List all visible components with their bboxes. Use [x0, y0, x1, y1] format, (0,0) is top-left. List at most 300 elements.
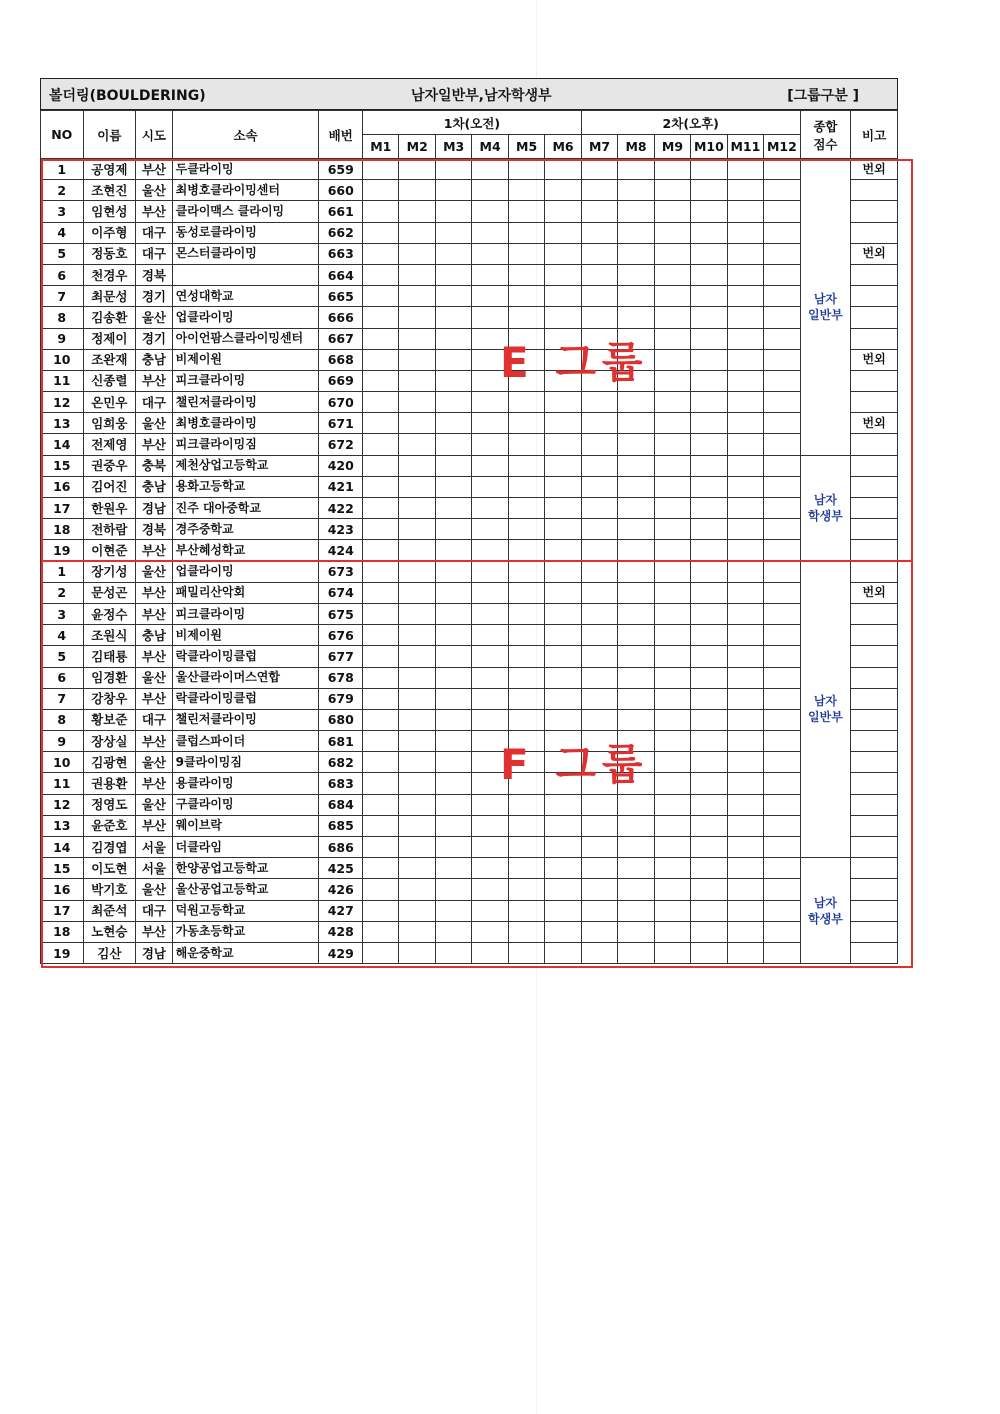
- cell-region: 대구: [136, 709, 172, 730]
- cell-affiliation: 업클라이밍: [172, 307, 319, 328]
- col-move-6: M6: [545, 135, 582, 159]
- cell-score-m6: [545, 794, 582, 815]
- cell-score-m1: [363, 434, 399, 455]
- cell-score-m9: [654, 286, 690, 307]
- cell-score-m10: [691, 498, 727, 519]
- cell-score-m5: [508, 900, 544, 921]
- cell-score-m9: [654, 858, 690, 879]
- cell-score-m8: [618, 413, 654, 434]
- cell-score-m1: [363, 794, 399, 815]
- cell-score-m6: [545, 646, 582, 667]
- cell-region: 경북: [136, 264, 172, 285]
- cell-score-m6: [545, 625, 582, 646]
- cell-score-m2: [399, 667, 435, 688]
- cell-score-m12: [764, 879, 801, 900]
- cell-score-m6: [545, 434, 582, 455]
- table-row: [41, 180, 898, 201]
- cell-score-m10: [691, 582, 727, 603]
- cell-score-m3: [435, 201, 471, 222]
- cell-name: 이현준: [83, 540, 136, 561]
- cell-score-m3: [435, 646, 471, 667]
- cell-affiliation: 구클라이밍: [172, 794, 319, 815]
- cell-region: 대구: [136, 900, 172, 921]
- cell-remark: [851, 921, 898, 942]
- cell-score-m12: [764, 264, 801, 285]
- cell-bib: 686: [319, 837, 363, 858]
- cell-bib: 685: [319, 815, 363, 836]
- table-row: [41, 794, 898, 815]
- cell-score-m7: [581, 709, 617, 730]
- cell-score-m10: [691, 709, 727, 730]
- cell-affiliation: 비제이원: [172, 349, 319, 370]
- cell-score-m8: [618, 603, 654, 624]
- cell-score-m7: [581, 879, 617, 900]
- cell-score-m2: [399, 370, 435, 391]
- cell-score-m11: [727, 731, 763, 752]
- cell-score-m10: [691, 900, 727, 921]
- table-row: [41, 222, 898, 243]
- table-row: [41, 603, 898, 624]
- cell-score-m8: [618, 540, 654, 561]
- cell-score-m2: [399, 921, 435, 942]
- cell-score-m10: [691, 603, 727, 624]
- cell-score-m2: [399, 498, 435, 519]
- cell-score-m10: [691, 519, 727, 540]
- cell-score-m10: [691, 752, 727, 773]
- cell-score-m5: [508, 434, 544, 455]
- cell-score-m12: [764, 921, 801, 942]
- cell-score-m4: [472, 434, 508, 455]
- cell-score-m9: [654, 370, 690, 391]
- cell-score-m5: [508, 159, 544, 180]
- cell-score-m7: [581, 180, 617, 201]
- cell-score-m3: [435, 667, 471, 688]
- cell-name: 김산: [83, 942, 136, 963]
- cell-score-m4: [472, 159, 508, 180]
- cell-score-m9: [654, 243, 690, 264]
- table-row: [41, 243, 898, 264]
- cell-no: 14: [41, 837, 84, 858]
- cell-score-m12: [764, 837, 801, 858]
- cell-region: 부산: [136, 688, 172, 709]
- cell-region: 울산: [136, 794, 172, 815]
- cell-score-m3: [435, 837, 471, 858]
- cell-score-m2: [399, 455, 435, 476]
- cell-score-m11: [727, 688, 763, 709]
- cell-score-m8: [618, 921, 654, 942]
- cell-remark: [851, 858, 898, 879]
- cell-score-m9: [654, 201, 690, 222]
- cell-score-m7: [581, 540, 617, 561]
- cell-score-m3: [435, 688, 471, 709]
- cell-name: 김경엽: [83, 837, 136, 858]
- cell-score-m9: [654, 646, 690, 667]
- cell-score-m5: [508, 921, 544, 942]
- cell-remark: [851, 540, 898, 561]
- cell-score-m12: [764, 667, 801, 688]
- cell-score-m9: [654, 455, 690, 476]
- cell-score-m4: [472, 858, 508, 879]
- cell-name: 김어진: [83, 476, 136, 497]
- cell-score-m5: [508, 201, 544, 222]
- table-row: [41, 455, 898, 476]
- cell-affiliation: 몬스터클라이밍: [172, 243, 319, 264]
- cell-score-m5: [508, 476, 544, 497]
- cell-score-m2: [399, 476, 435, 497]
- cell-no: 2: [41, 582, 84, 603]
- cell-score-m3: [435, 307, 471, 328]
- table-row: [41, 328, 898, 349]
- cell-bib: 660: [319, 180, 363, 201]
- cell-score-m5: [508, 392, 544, 413]
- cell-no: 6: [41, 264, 84, 285]
- cell-score-m10: [691, 837, 727, 858]
- cell-score-m11: [727, 561, 763, 582]
- cell-remark: [851, 201, 898, 222]
- cell-affiliation: [172, 264, 319, 285]
- cell-region: 울산: [136, 667, 172, 688]
- cell-score-m8: [618, 815, 654, 836]
- cell-name: 황보준: [83, 709, 136, 730]
- cell-remark: [851, 519, 898, 540]
- table-row: [41, 582, 898, 603]
- cell-score-m12: [764, 455, 801, 476]
- table-row: [41, 561, 898, 582]
- cell-bib: 427: [319, 900, 363, 921]
- cell-score-m6: [545, 498, 582, 519]
- cell-score-m1: [363, 731, 399, 752]
- cell-score-m12: [764, 434, 801, 455]
- table-row: [41, 519, 898, 540]
- cell-score-m1: [363, 243, 399, 264]
- cell-score-m1: [363, 180, 399, 201]
- cell-score-m11: [727, 392, 763, 413]
- cell-score-m8: [618, 879, 654, 900]
- cell-affiliation: 클라이맥스 클라이밍: [172, 201, 319, 222]
- cell-remark: [851, 879, 898, 900]
- col-round2: 2차(오후): [581, 111, 800, 135]
- cell-no: 17: [41, 900, 84, 921]
- cell-score-m10: [691, 413, 727, 434]
- cell-remark: 번외: [851, 349, 898, 370]
- col-total: [800, 111, 851, 159]
- cell-score-m12: [764, 752, 801, 773]
- cell-score-m8: [618, 625, 654, 646]
- cell-score-m10: [691, 815, 727, 836]
- cell-score-m2: [399, 900, 435, 921]
- cell-score-m5: [508, 815, 544, 836]
- cell-score-m11: [727, 476, 763, 497]
- table-row: [41, 540, 898, 561]
- cell-score-m7: [581, 286, 617, 307]
- cell-score-m3: [435, 370, 471, 391]
- cell-score-m4: [472, 561, 508, 582]
- cell-score-m3: [435, 519, 471, 540]
- cell-score-m12: [764, 582, 801, 603]
- cell-score-m9: [654, 561, 690, 582]
- cell-name: 신종렬: [83, 370, 136, 391]
- table-row: [41, 307, 898, 328]
- cell-bib: 663: [319, 243, 363, 264]
- cell-score-m9: [654, 667, 690, 688]
- cell-score-m9: [654, 349, 690, 370]
- cell-score-m1: [363, 900, 399, 921]
- cell-score-m8: [618, 264, 654, 285]
- cell-affiliation: 용클라이밍: [172, 773, 319, 794]
- cell-score-m2: [399, 879, 435, 900]
- cell-region: 충북: [136, 455, 172, 476]
- col-move-11: M11: [727, 135, 763, 159]
- cell-affiliation: 웨이브락: [172, 815, 319, 836]
- cell-no: 15: [41, 455, 84, 476]
- cell-score-m1: [363, 222, 399, 243]
- cell-score-m6: [545, 667, 582, 688]
- cell-bib: 425: [319, 858, 363, 879]
- col-affiliation: 소속: [172, 111, 319, 159]
- cell-name: 박기호: [83, 879, 136, 900]
- cell-remark: [851, 328, 898, 349]
- cell-score-m12: [764, 413, 801, 434]
- cell-remark: [851, 900, 898, 921]
- cell-score-m4: [472, 794, 508, 815]
- cell-no: 11: [41, 773, 84, 794]
- cell-bib: 677: [319, 646, 363, 667]
- cell-score-m12: [764, 349, 801, 370]
- table-row: [41, 413, 898, 434]
- cell-score-m8: [618, 307, 654, 328]
- cell-score-m2: [399, 201, 435, 222]
- cell-no: 4: [41, 625, 84, 646]
- cell-score-m3: [435, 498, 471, 519]
- cell-affiliation: 용화고등학교: [172, 476, 319, 497]
- cell-no: 4: [41, 222, 84, 243]
- cell-score-m5: [508, 519, 544, 540]
- cell-score-m3: [435, 942, 471, 963]
- col-total-line2: 점수: [813, 136, 838, 152]
- cell-score-m2: [399, 434, 435, 455]
- cell-no: 14: [41, 434, 84, 455]
- table-row: [41, 625, 898, 646]
- cell-name: 조완재: [83, 349, 136, 370]
- cell-score-m12: [764, 942, 801, 963]
- col-move-9: M9: [654, 135, 690, 159]
- cell-score-m11: [727, 370, 763, 391]
- cell-score-m11: [727, 286, 763, 307]
- cell-bib: 429: [319, 942, 363, 963]
- cell-score-m5: [508, 667, 544, 688]
- cell-score-m8: [618, 222, 654, 243]
- cell-score-m9: [654, 180, 690, 201]
- cell-score-m8: [618, 709, 654, 730]
- cell-no: 1: [41, 561, 84, 582]
- cell-remark: 번외: [851, 413, 898, 434]
- cell-score-m9: [654, 815, 690, 836]
- cell-score-m12: [764, 900, 801, 921]
- cell-score-m7: [581, 667, 617, 688]
- cell-no: 5: [41, 646, 84, 667]
- cell-score-m9: [654, 582, 690, 603]
- cell-score-m1: [363, 413, 399, 434]
- cell-score-m11: [727, 540, 763, 561]
- cell-region: 부산: [136, 370, 172, 391]
- cell-score-m9: [654, 307, 690, 328]
- cell-region: 경기: [136, 286, 172, 307]
- cell-score-m10: [691, 201, 727, 222]
- cell-score-m10: [691, 476, 727, 497]
- cell-no: 11: [41, 370, 84, 391]
- cell-no: 3: [41, 603, 84, 624]
- cell-score-m6: [545, 540, 582, 561]
- cell-score-m11: [727, 879, 763, 900]
- cell-no: 18: [41, 519, 84, 540]
- cell-score-m7: [581, 837, 617, 858]
- cell-score-m1: [363, 709, 399, 730]
- cell-name: 전하람: [83, 519, 136, 540]
- title-bar: [40, 78, 898, 110]
- cell-score-m5: [508, 625, 544, 646]
- cell-affiliation: 9클라이밍짐: [172, 752, 319, 773]
- table-row: [41, 392, 898, 413]
- division-cell: [800, 455, 851, 561]
- cell-name: 정제이: [83, 328, 136, 349]
- cell-region: 대구: [136, 222, 172, 243]
- cell-score-m8: [618, 837, 654, 858]
- cell-score-m10: [691, 370, 727, 391]
- cell-score-m5: [508, 413, 544, 434]
- cell-score-m11: [727, 625, 763, 646]
- cell-score-m9: [654, 392, 690, 413]
- cell-score-m11: [727, 646, 763, 667]
- cell-score-m2: [399, 222, 435, 243]
- cell-region: 충남: [136, 476, 172, 497]
- cell-score-m10: [691, 349, 727, 370]
- table-row: [41, 837, 898, 858]
- cell-score-m7: [581, 625, 617, 646]
- cell-score-m8: [618, 858, 654, 879]
- cell-score-m3: [435, 603, 471, 624]
- cell-remark: [851, 370, 898, 391]
- cell-score-m4: [472, 603, 508, 624]
- cell-score-m7: [581, 434, 617, 455]
- cell-score-m5: [508, 561, 544, 582]
- cell-score-m11: [727, 307, 763, 328]
- cell-score-m3: [435, 752, 471, 773]
- cell-score-m5: [508, 794, 544, 815]
- cell-remark: [851, 180, 898, 201]
- cell-score-m6: [545, 180, 582, 201]
- cell-bib: 680: [319, 709, 363, 730]
- cell-score-m11: [727, 180, 763, 201]
- cell-score-m7: [581, 688, 617, 709]
- cell-score-m4: [472, 879, 508, 900]
- cell-score-m8: [618, 180, 654, 201]
- cell-score-m12: [764, 519, 801, 540]
- cell-score-m2: [399, 349, 435, 370]
- cell-score-m10: [691, 561, 727, 582]
- cell-score-m9: [654, 540, 690, 561]
- cell-score-m11: [727, 328, 763, 349]
- cell-affiliation: 비제이원: [172, 625, 319, 646]
- cell-score-m1: [363, 476, 399, 497]
- cell-bib: 669: [319, 370, 363, 391]
- cell-score-m1: [363, 286, 399, 307]
- cell-score-m6: [545, 837, 582, 858]
- cell-score-m10: [691, 159, 727, 180]
- table-row: [41, 879, 898, 900]
- cell-region: 울산: [136, 561, 172, 582]
- cell-bib: 428: [319, 921, 363, 942]
- cell-remark: [851, 392, 898, 413]
- cell-score-m1: [363, 349, 399, 370]
- cell-region: 부산: [136, 921, 172, 942]
- table-row: [41, 773, 898, 794]
- table-row: [41, 815, 898, 836]
- cell-score-m8: [618, 392, 654, 413]
- cell-score-m9: [654, 625, 690, 646]
- cell-score-m5: [508, 540, 544, 561]
- cell-score-m1: [363, 879, 399, 900]
- cell-score-m11: [727, 667, 763, 688]
- cell-score-m7: [581, 222, 617, 243]
- cell-score-m9: [654, 498, 690, 519]
- cell-bib: 426: [319, 879, 363, 900]
- cell-score-m10: [691, 921, 727, 942]
- cell-bib: 421: [319, 476, 363, 497]
- col-move-3: M3: [435, 135, 471, 159]
- cell-score-m8: [618, 942, 654, 963]
- cell-name: 최문성: [83, 286, 136, 307]
- cell-name: 임희웅: [83, 413, 136, 434]
- cell-region: 서울: [136, 837, 172, 858]
- cell-score-m8: [618, 582, 654, 603]
- cell-affiliation: 챌린저클라이밍: [172, 709, 319, 730]
- cell-score-m7: [581, 498, 617, 519]
- table-row: [41, 900, 898, 921]
- cell-remark: [851, 222, 898, 243]
- cell-bib: 665: [319, 286, 363, 307]
- cell-score-m12: [764, 243, 801, 264]
- cell-remark: [851, 709, 898, 730]
- cell-score-m12: [764, 815, 801, 836]
- cell-remark: [851, 307, 898, 328]
- cell-score-m4: [472, 180, 508, 201]
- cell-score-m2: [399, 688, 435, 709]
- cell-score-m3: [435, 222, 471, 243]
- cell-score-m7: [581, 921, 617, 942]
- cell-score-m4: [472, 942, 508, 963]
- cell-region: 부산: [136, 815, 172, 836]
- cell-score-m3: [435, 159, 471, 180]
- division-title: 남자일반부,남자학생부: [411, 88, 552, 104]
- cell-affiliation: 제천상업고등학교: [172, 455, 319, 476]
- cell-region: 부산: [136, 201, 172, 222]
- cell-score-m6: [545, 942, 582, 963]
- cell-bib: 672: [319, 434, 363, 455]
- cell-affiliation: 해운중학교: [172, 942, 319, 963]
- cell-score-m1: [363, 582, 399, 603]
- cell-affiliation: 더클라임: [172, 837, 319, 858]
- cell-score-m10: [691, 455, 727, 476]
- cell-affiliation: 클럽스파이더: [172, 731, 319, 752]
- cell-score-m1: [363, 625, 399, 646]
- cell-score-m8: [618, 434, 654, 455]
- cell-region: 울산: [136, 413, 172, 434]
- col-move-1: M1: [363, 135, 399, 159]
- cell-score-m4: [472, 667, 508, 688]
- cell-name: 천경우: [83, 264, 136, 285]
- table-row: [41, 752, 898, 773]
- cell-region: 울산: [136, 752, 172, 773]
